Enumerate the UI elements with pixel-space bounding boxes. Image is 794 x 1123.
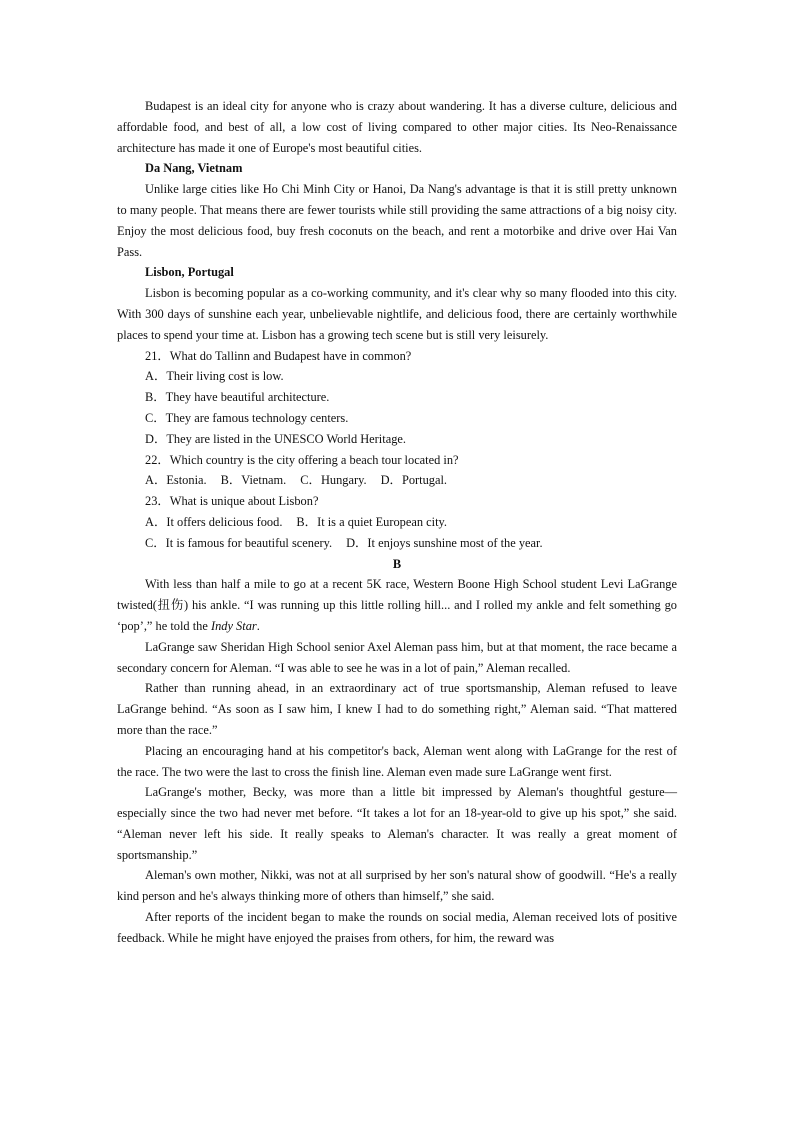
passage-b-paragraph-1: [117, 574, 677, 636]
question-22-option-a: A．Estonia.: [145, 473, 207, 488]
question-23-option-a: A．It offers delicious food.: [145, 514, 283, 529]
passage-b-paragraph-5: LaGrange's mother, Becky, was more than a little bit impressed by Aleman's thoughtful gesture—especially since the two had never met before. “It takes a lot for an 18-year-old to give up his spot,” she said. “Aleman never left his side. It really speaks to Aleman's character. It was really a great moment of sportsmanship.”: [117, 785, 677, 862]
question-21-stem: 21．What do Tallinn and Budapest have in common?: [145, 348, 412, 363]
question-23: [117, 491, 677, 553]
question-22-stem: 22．Which country is the city offering a beach tour located in?: [145, 452, 459, 467]
passage-b-paragraph-2: LaGrange saw Sheridan High School senior Axel Aleman pass him, but at that moment, the race became a secondary concern for Aleman. “I was able to see he was in a lot of pain,” Aleman recalled.: [117, 639, 677, 675]
passage-b-paragraph-6: Aleman's own mother, Nikki, was not at all surprised by her son's natural show of goodwill. “He's a really kind person and he's always thinking more of others than himself,” she said.: [117, 868, 677, 904]
question-21-option-a: A．Their living cost is low.: [145, 369, 284, 384]
section-b-label: B: [392, 556, 402, 571]
question-22-option-c: C．Hungary.: [300, 473, 367, 488]
question-22-options: [117, 470, 677, 491]
lisbon-heading: Lisbon, Portugal: [145, 265, 234, 280]
question-21-option-c: C．They are famous technology centers.: [145, 410, 349, 425]
passage-b-paragraph-1-text: With less than half a mile to go at a recent 5K race, Western Boone High School student Levi LaGrange twisted(扭伤) his ankle. “I was running up this little rolling hill... and I rolled my ankle and felt something go ‘pop’,” he told the: [117, 577, 677, 633]
question-21: [117, 346, 677, 450]
indy-star-source: Indy Star: [210, 618, 257, 633]
question-22-option-d: D．Portugal.: [380, 473, 448, 488]
question-23-stem: 23．What is unique about Lisbon?: [145, 494, 319, 509]
passage-b-paragraph-3: Rather than running ahead, in an extraordinary act of true sportsmanship, Aleman refused to leave LaGrange behind. “As soon as I saw him, I knew I had to do something right,” Aleman said. “That mattered more than the race.”: [117, 681, 677, 737]
question-22: [117, 450, 677, 492]
question-21-option-d: D．They are listed in the UNESCO World Heritage.: [145, 431, 406, 446]
passage-b-paragraph-1-end: .: [256, 618, 260, 633]
question-23-option-c: C．It is famous for beautiful scenery.: [145, 535, 333, 550]
question-23-option-b: B．It is a quiet European city.: [296, 514, 448, 529]
question-23-option-d: D．It enjoys sunshine most of the year.: [346, 535, 543, 550]
budapest-paragraph: Budapest is an ideal city for anyone who is crazy about wandering. It has a diverse culture, delicious and affordable food, and best of all, a low cost of living compared to other major cities. Its Neo-Renaissance architecture has made it one of Europe's most beautiful cities.: [117, 99, 677, 155]
danang-paragraph: Unlike large cities like Ho Chi Minh City or Hanoi, Da Nang's advantage is that it is still pretty unknown to many people. That means there are fewer tourists while still providing the same attractions of a big noisy city. Enjoy the most delicious food, buy fresh coconuts on the beach, and rent a motorbike and drive over Hai Van Pass.: [117, 182, 677, 259]
document-page: [117, 96, 677, 949]
question-23-options-cd: [117, 533, 677, 554]
question-23-options-ab: [117, 512, 677, 533]
danang-heading: Da Nang, Vietnam: [145, 161, 243, 176]
passage-b-paragraph-4: Placing an encouraging hand at his competitor's back, Aleman went along with LaGrange for the rest of the race. The two were the last to cross the finish line. Aleman even made sure LaGrange went first.: [117, 743, 677, 779]
passage-b-paragraph-7: After reports of the incident began to make the rounds on social media, Aleman received lots of positive feedback. While he might have enjoyed the praises from others, for him, the reward was: [117, 910, 677, 945]
question-22-option-b: B．Vietnam.: [220, 473, 287, 488]
lisbon-paragraph: Lisbon is becoming popular as a co-working community, and it's clear why so many flooded into this city. With 300 days of sunshine each year, unbelievable nightlife, and delicious food, there are certainly worthwhile places to spend your time at. Lisbon has a growing tech scene but is still very leisurely.: [117, 286, 677, 342]
question-21-option-b: B．They have beautiful architecture.: [145, 390, 330, 405]
